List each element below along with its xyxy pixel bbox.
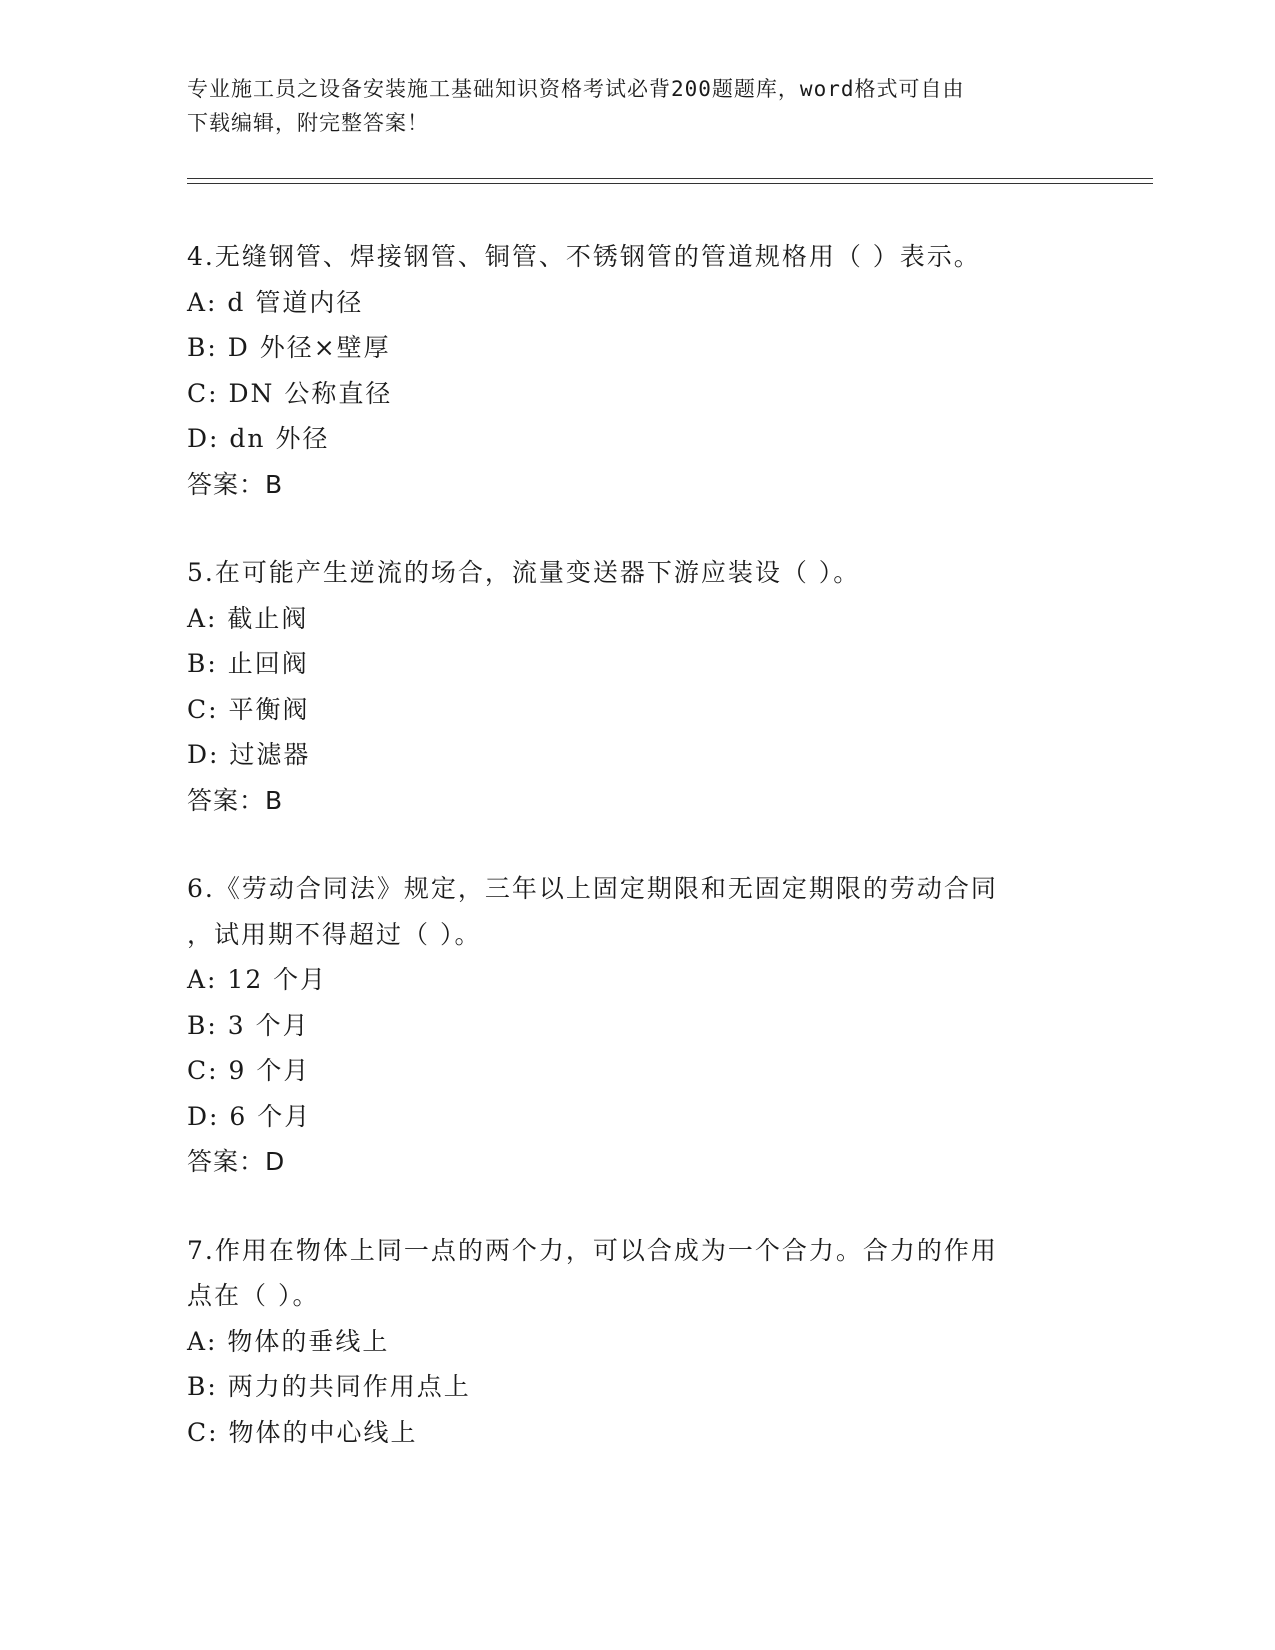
answer-option: D: 6 个月	[187, 1101, 312, 1131]
answer-key: 答案：B	[187, 785, 284, 815]
question-stem: ，试用期不得超过（ ）。	[187, 919, 482, 949]
question-stem: 7.作用在物体上同一点的两个力，可以合成为一个合力。合力的作用	[187, 1235, 998, 1265]
answer-key: 答案：D	[187, 1147, 286, 1176]
question-block	[187, 550, 1087, 823]
answer-option: B: D 外径×壁厚	[187, 333, 391, 362]
answer-option: C: DN 公称直径	[187, 378, 393, 408]
answer-key: 答案：B	[187, 469, 284, 499]
question-stem: 4.无缝钢管、焊接钢管、铜管、不锈钢管的管道规格用（ ）表示。	[187, 242, 981, 271]
answer-option: A: d 管道内径	[187, 287, 364, 317]
header-line-2: 下载编辑，附完整答案！	[187, 111, 429, 135]
header-line-1: 专业施工员之设备安装施工基础知识资格考试必背200题题库，word格式可自由	[187, 77, 965, 101]
header-divider-top	[187, 178, 1153, 179]
answer-option: C: 平衡阀	[187, 694, 310, 724]
question-list	[187, 234, 1087, 1498]
answer-option: C: 物体的中心线上	[187, 1417, 418, 1447]
answer-option: C: 9 个月	[187, 1056, 311, 1085]
answer-option: B: 止回阀	[187, 649, 309, 678]
question-stem: 6.《劳动合同法》规定，三年以上固定期限和无固定期限的劳动合同	[187, 874, 998, 903]
answer-option: D: 过滤器	[187, 740, 311, 769]
document-header	[187, 72, 1067, 140]
answer-option: B: 3 个月	[187, 1010, 310, 1040]
answer-option: D: dn 外径	[187, 424, 330, 453]
question-stem: 5.在可能产生逆流的场合，流量变送器下游应装设（ ）。	[187, 558, 861, 587]
answer-option: B: 两力的共同作用点上	[187, 1372, 471, 1401]
question-stem: 点在（ ）。	[187, 1281, 320, 1310]
answer-option: A: 物体的垂线上	[187, 1326, 390, 1356]
question-block	[187, 1228, 1087, 1456]
header-divider-bottom	[187, 183, 1153, 184]
answer-option: A: 12 个月	[187, 965, 328, 994]
question-block	[187, 866, 1087, 1185]
question-block	[187, 234, 1087, 507]
answer-option: A: 截止阀	[187, 603, 309, 633]
